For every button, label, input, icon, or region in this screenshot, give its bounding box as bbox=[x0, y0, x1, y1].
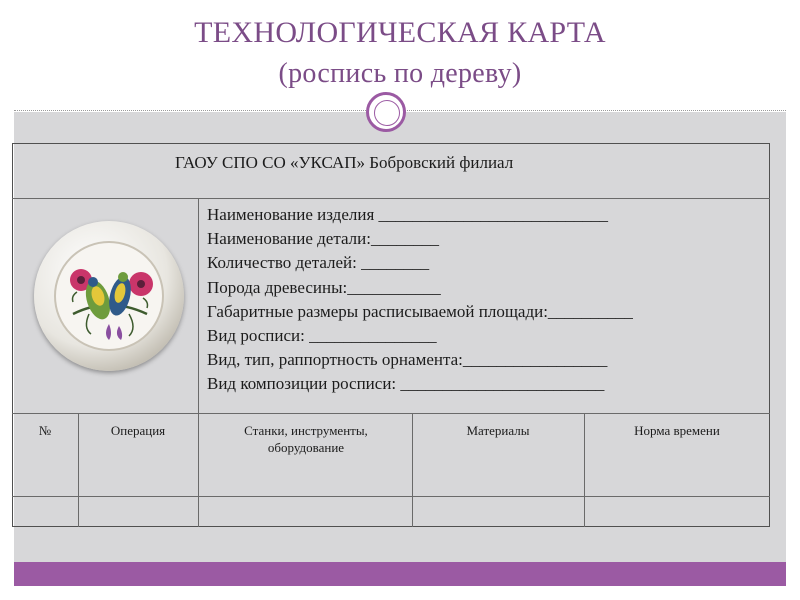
column-header-number: № bbox=[38, 423, 52, 438]
table-rule bbox=[12, 198, 770, 199]
title-line-2: (роспись по дереву) bbox=[278, 58, 522, 89]
table-rule bbox=[198, 198, 199, 527]
header-area bbox=[14, 0, 786, 112]
column-header-time-norm: Норма времени bbox=[634, 423, 720, 438]
circle-ornament-icon bbox=[366, 92, 406, 132]
column-header-operation: Операция bbox=[110, 423, 166, 438]
field-part-count: Количество деталей: ________ bbox=[207, 253, 430, 272]
table-rule bbox=[78, 413, 79, 527]
table-rule bbox=[12, 413, 770, 414]
title-line-1: ТЕХНОЛОГИЧЕСКАЯ КАРТА bbox=[194, 16, 606, 49]
field-product-name: Наименование изделия ___________________________ bbox=[207, 205, 609, 224]
field-composition-type: Вид композиции росписи: ________________________ bbox=[207, 374, 605, 393]
column-header-tools: Станки, инструменты, оборудование bbox=[244, 423, 368, 455]
organization-name: ГАОУ СПО СО «УКСАП» Бобровский филиал bbox=[175, 153, 514, 172]
painted-birds-icon bbox=[43, 230, 175, 362]
column-header-materials: Материалы bbox=[466, 423, 530, 438]
field-ornament-type: Вид, тип, раппортность орнамента:_________________ bbox=[207, 350, 608, 369]
field-painting-type: Вид росписи: _______________ bbox=[207, 326, 437, 345]
field-part-name: Наименование детали:________ bbox=[207, 229, 439, 248]
painted-plate-image bbox=[34, 221, 184, 371]
field-wood-species: Порода древесины:___________ bbox=[207, 278, 441, 297]
bottom-accent-bar bbox=[14, 562, 786, 586]
table-rule bbox=[12, 496, 770, 497]
field-dimensions: Габаритные размеры расписываемой площади:__________ bbox=[207, 302, 633, 321]
table-rule bbox=[584, 413, 585, 527]
table-rule bbox=[412, 413, 413, 527]
